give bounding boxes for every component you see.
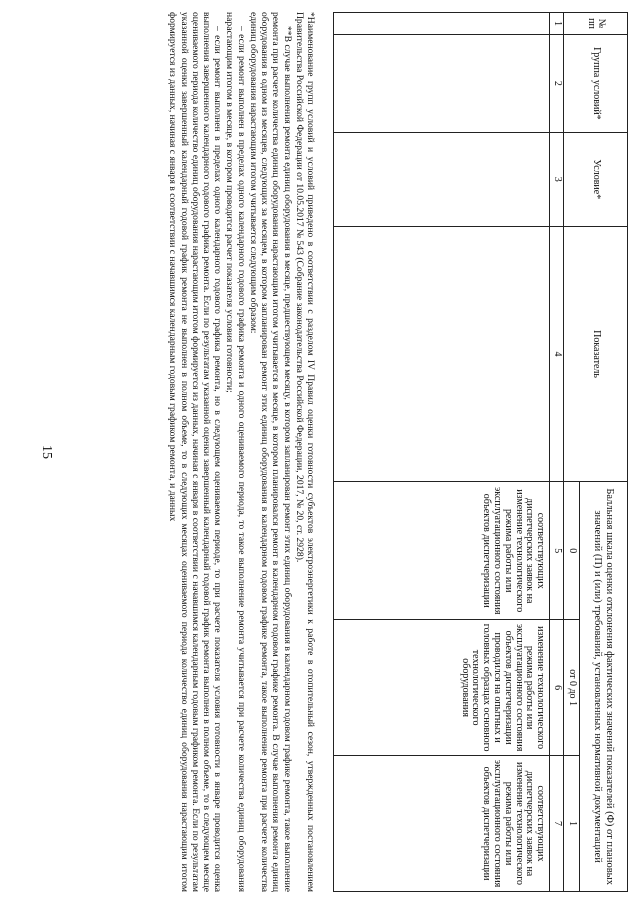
score-header-0-to-1: от 0 до 1 [564, 620, 580, 756]
scale-group-header: Балльная шкала оценки отклонения фактических значений показателей (Ф) от плановых значений (П) и (или) требований, установленных нормативной документацией [580, 482, 628, 892]
footnotes [166, 12, 316, 892]
table-cell-empty [334, 13, 550, 35]
column-number: 1 [550, 13, 564, 35]
column-number: 5 [550, 482, 564, 620]
table-cell-empty [334, 132, 550, 226]
table-cell-empty [334, 34, 550, 132]
footnote-conditions: *Наименование групп условий и условий приведено в соответствии с разделом IV Правил оценки готовности субъектов электроэнергетики к работе в отопительный сезон, утвержденных постановлением Правительства Российской Федерации от 10.05.2017 № 543 (Собрание законодательства Российской Федерации, 2017, № 20, ст. 2928). [293, 12, 316, 892]
column-header-condition-group: Группа условий* [564, 34, 628, 132]
page-number: 15 [39, 445, 54, 459]
column-header-condition: Условие* [564, 132, 628, 226]
column-number: 3 [550, 132, 564, 226]
evaluation-scale-table [333, 12, 628, 892]
score-1-description: соответствующих диспетчерских заявок на изменение технологического режима работы или эксплуатационного состояния объектов диспетчеризации [334, 756, 550, 892]
column-number: 4 [550, 226, 564, 482]
footnote-bullet-next-period: – если ремонт выполнен в пределах одного календарного годового графика ремонта, но в следующем оцениваемом периоде, то при расчете показателя условия готовности в январе проводится оценка выполнения завершенного календарного годового графика ремонта. Если по результатам указанной оценки завершенный календарный годовой график ремонта выполнен в полном объеме, то в следующем месяце оцениваемого периода количество единиц оборудования нарастающим итогом формируется из данных, начиная с января в соответствии с начавшимся календарным годовым графиком ремонта. Если по результатам указанной оценки завершенный календарный годовой график ремонта не выполнен в полном объеме, то в следующих месяцах оцениваемого периода количество единиц оборудования нарастающим итогом формируется из данных, начиная с января в соответствии с начавшимся календарным годовым графиком ремонта, и данных [167, 12, 224, 892]
score-0-description: соответствующих диспетчерских заявок на изменение технологического режима работы или эксплуатационного состояния объектов диспетчеризации [334, 482, 550, 620]
rotated-page-content [0, 12, 628, 892]
column-header-number: № пп [564, 13, 628, 35]
score-header-0: 0 [564, 482, 580, 620]
column-number: 6 [550, 620, 564, 756]
score-partial-description: изменение технологического режима работы или эксплуатационного состояния объектов диспетчеризации проводился на опытных и головных образцах основного технологического оборудования [334, 620, 550, 756]
table-cell-empty [334, 226, 550, 482]
score-header-1: 1 [564, 756, 580, 892]
footnote-bullet-same-period: – если ремонт выполнен в пределах одного календарного годового графика ремонта и одного оцениваемого периода, то такое выполнение ремонта учитывается при расчете количества единиц оборудования нарастающим итогом в месяце, в котором проводится расчет показателя условия готовности; [224, 12, 247, 892]
column-number: 7 [550, 756, 564, 892]
footnote-repair: **В случае выполнения ремонта единиц оборудования в месяце, предшествующем месяцу, в котором запланирован ремонт этих единиц оборудования в календарном годовом графике ремонта, такое выполнение ремонта при расчете количества единиц оборудования нарастающим итогом учитывается в месяце, в котором планировался ремонт в календарном годовом графике ремонта. В случае выполнения ремонта единиц оборудования в одном из месяцев, следующих за месяцем, в котором запланирован ремонт этих единиц оборудования в календарном годовом графике ремонта, такое выполнение ремонта при расчете количества единиц оборудования нарастающим итогом учитывается следующим образом: [247, 12, 293, 892]
column-number: 2 [550, 34, 564, 132]
column-header-indicator: Показатель [564, 226, 628, 482]
